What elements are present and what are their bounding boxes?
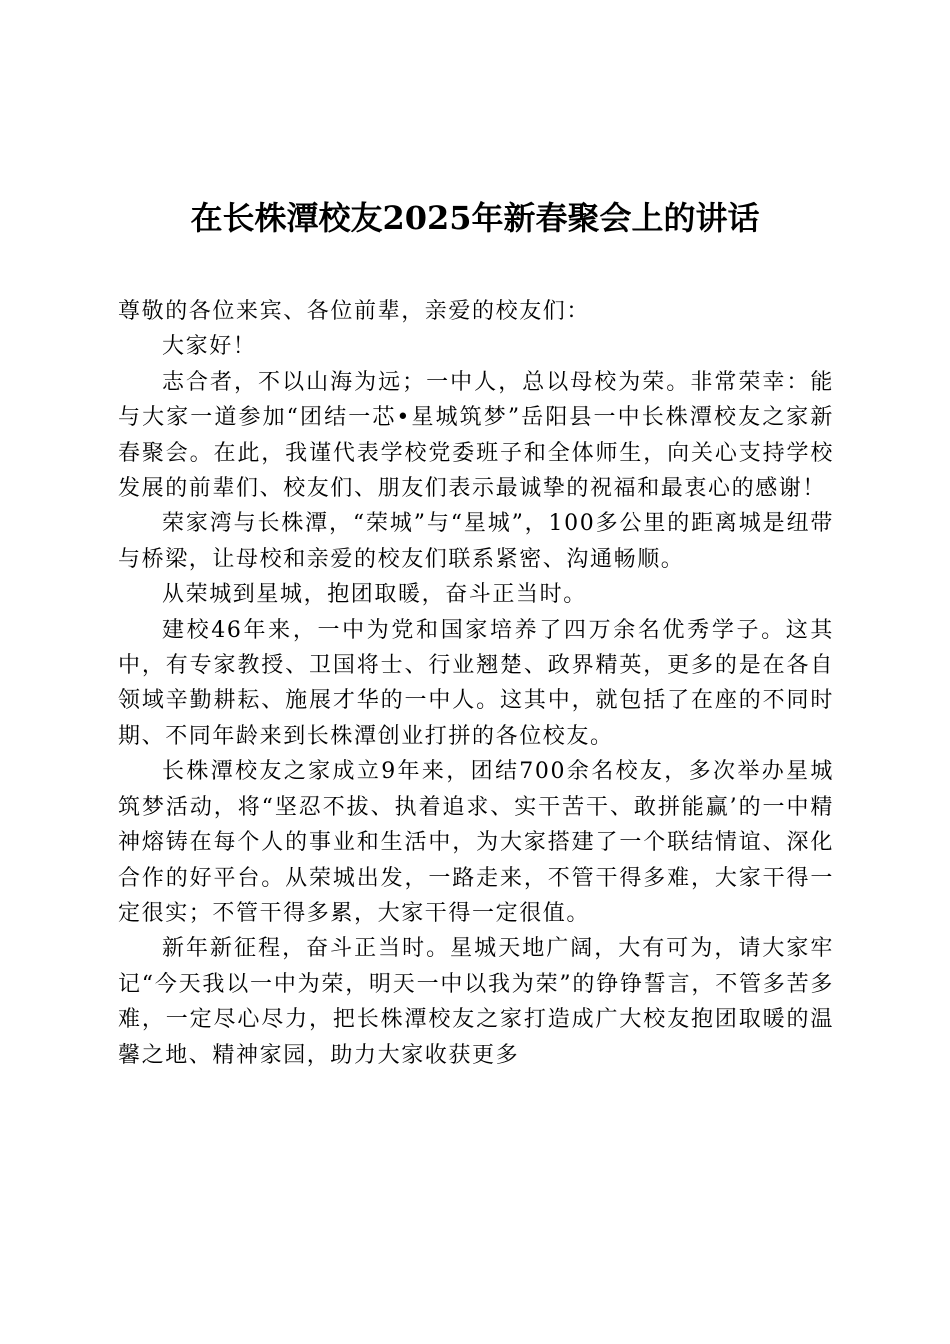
paragraph-connection: 荣家湾与长株潭，“荣城”与“星城”，100多公里的距离城是纽带与桥梁，让母校和亲爱的校友们联系紧密、沟通畅顺。 [118,511,834,572]
paragraph-greeting: 大家好！ [162,334,257,360]
paragraph-history: 建校46年来，一中为党和国家培养了四万余名优秀学子。这其中，有专家教授、卫国将士、行业翘楚、政界精英，更多的是在各自领域辛勤耕耘、施展才华的一中人。这其中，就包括了在座的不同时期、不同年龄来到长株潭创业打拼的各位校友。 [118,617,834,749]
document-body [118,294,834,1073]
salutation: 尊敬的各位来宾、各位前辈，亲爱的校友们： [118,299,591,324]
paragraph-slogan: 从荣城到星城，抱团取暖，奋斗正当时。 [162,582,587,608]
paragraph-new-year: 新年新征程，奋斗正当时。星城天地广阔，大有可为，请大家牢记“今天我以一中为荣，明天一中以我为荣”的铮铮誓言，不管多苦多难，一定尽心尽力，把长株潭校友之家打造成广大校友抱团取暖的温馨之地、精神家园，助力大家收获更多 [118,936,834,1068]
paragraph-intro: 志合者，不以山海为远；一中人，总以母校为荣。非常荣幸：能与大家一道参加“团结一芯•星城筑梦”岳阳县一中长株潭校友之家新春聚会。在此，我谨代表学校党委班子和全体师生，向关心支持学校发展的前辈们、校友们、朋友们表示最诚挚的祝福和最衷心的感谢！ [118,369,834,502]
paragraph-alumni-home: 长株潭校友之家成立9年来，团结700余名校友，多次举办星城筑梦活动，将“坚忍不拔、执着追求、实干苦干、敢拼能赢’的一中精神熔铸在每个人的事业和生活中，为大家搭建了一个联结情谊、深化合作的好平台。从荣城出发，一路走来，不管干得多难，大家干得一定很实；不管干得多累，大家干得一定很值。 [118,759,834,926]
document-title: 在长株潭校友2025年新春聚会上的讲话 [190,199,760,237]
